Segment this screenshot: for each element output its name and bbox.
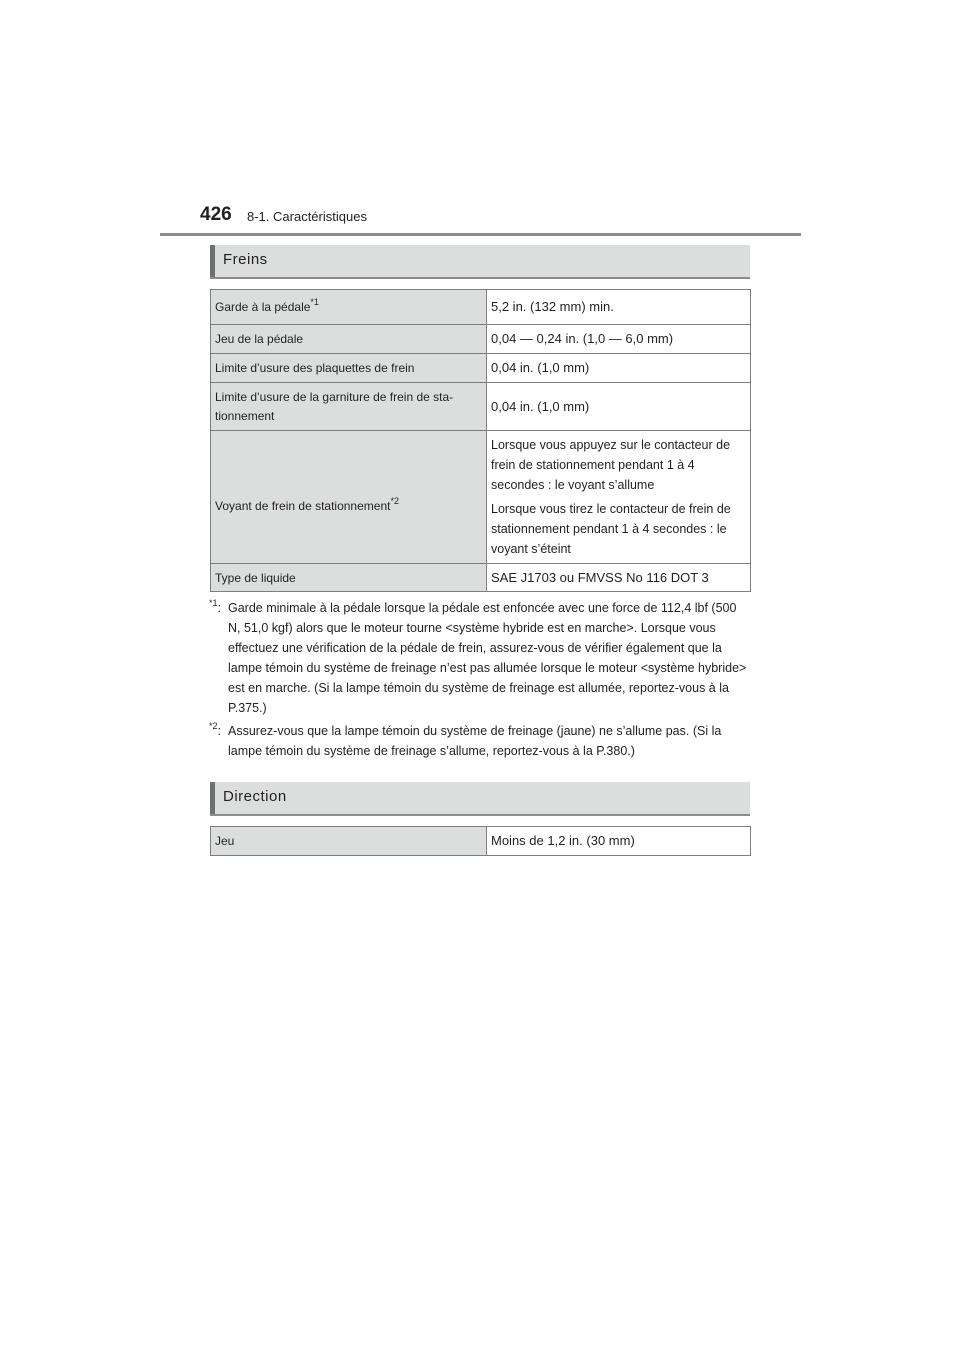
- spec-value: Moins de 1,2 in. (30 mm): [487, 827, 751, 856]
- page-header: [200, 204, 800, 234]
- section-heading-bar: [210, 245, 215, 277]
- section-heading-brakes: [210, 245, 750, 279]
- spec-label: Type de liquide: [211, 564, 487, 592]
- spec-value: 0,04 — 0,24 in. (1,0 — 6,0 mm): [487, 325, 751, 354]
- footnote-2: [209, 721, 749, 761]
- table-row: [211, 290, 751, 325]
- footnote-text: Assurez-vous que la lampe témoin du système de freinage (jaune) ne s’allume pas. (Si la lampe témoin du système de freinage s’allume, reportez-vous à la P.380.): [228, 724, 722, 758]
- brakes-spec-table: [210, 289, 751, 592]
- table-row: [211, 827, 751, 856]
- spec-value-line: Lorsque vous appuyez sur le contacteur de frein de stationnement pendant 1 à 4 secondes : le voyant s’allume: [491, 438, 731, 492]
- section-title: Direction: [223, 788, 287, 805]
- footnote-text: Garde minimale à la pédale lorsque la pédale est enfoncée avec une force de 112,4 lbf (500 N, 51,0 kgf) alors que le moteur tourne <système hybride est en marche>. Lorsque vous effectuez une vérification de la pédale de frein, assurez-vous de vérifier également que la lampe témoin du système de freinage n’est pas allumée lorsque le moteur <système hybride> est en marche. (Si la lampe témoin du système de freinage est allumée, reportez-vous à la P.375.): [228, 601, 747, 715]
- spec-value: 5,2 in. (132 mm) min.: [487, 290, 751, 325]
- section-title: Freins: [223, 251, 268, 268]
- spec-value: SAE J1703 ou FMVSS No 116 DOT 3: [487, 564, 751, 592]
- page-number: 426: [200, 204, 232, 225]
- spec-label: Garde à la pédale$^{*1}$: [211, 290, 487, 325]
- steering-spec-table: [210, 826, 751, 856]
- table-row: [211, 325, 751, 354]
- spec-label: Jeu de la pédale: [211, 325, 487, 354]
- table-row: [211, 431, 751, 564]
- spec-label: Voyant de frein de stationnement$^{*2}$: [211, 431, 487, 564]
- header-rule: [160, 233, 801, 236]
- spec-value: 0,04 in. (1,0 mm): [487, 383, 751, 431]
- footnote-1: [209, 598, 749, 718]
- spec-label: Limite d’usure de la garniture de frein de sta-tionnement: [211, 383, 487, 431]
- spec-label: Jeu: [211, 827, 487, 856]
- spec-value: [487, 431, 751, 564]
- footnote-mark: $^{*1}$:: [209, 598, 221, 615]
- section-heading-steering: [210, 782, 750, 816]
- section-heading-bar: [210, 782, 215, 814]
- chapter-title: 8-1. Caractéristiques: [247, 209, 367, 224]
- footnote-mark: $^{*2}$:: [209, 721, 221, 738]
- table-row: [211, 354, 751, 383]
- table-row: [211, 383, 751, 431]
- spec-label: Limite d’usure des plaquettes de frein: [211, 354, 487, 383]
- spec-value-line: Lorsque vous tirez le contacteur de frein de stationnement pendant 1 à 4 secondes : le voyant s’éteint: [491, 502, 731, 556]
- table-row: [211, 564, 751, 592]
- spec-value: 0,04 in. (1,0 mm): [487, 354, 751, 383]
